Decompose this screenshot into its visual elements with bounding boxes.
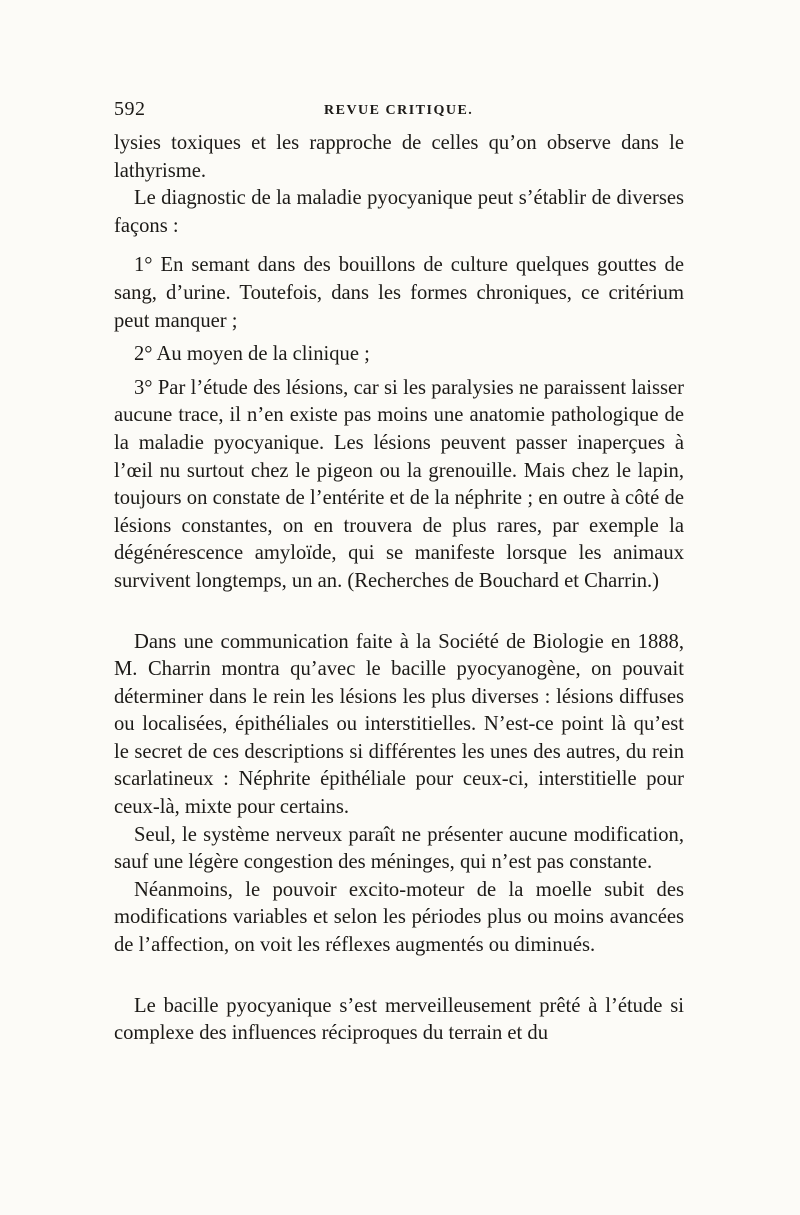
paragraph: Le bacille pyocyanique s’est merveilleusement prêté à l’étude si complexe des influences réciproques du terrain et du: [114, 994, 684, 1045]
running-title: REVUE CRITIQUE.: [324, 103, 474, 118]
page-number: 592: [114, 98, 146, 120]
list-item: 1° En semant dans des bouillons de culture quelques gouttes de sang, d’urine. Toutefois, dans les formes chroniques, ce critérium peut manquer ;: [114, 254, 684, 332]
page-body: [114, 130, 684, 1048]
paragraph: Dans une communication faite à la Société de Biologie en 1888, M. Charrin montra qu’avec le bacille pyocyanogène, on pouvait déterminer dans le rein les lésions les plus diverses : lésions diffuses ou localisées, épithéliales ou interstitielles. N’est-ce point là qu’est le secret de ces descriptions si différentes les unes des autres, du rein scarlatineux : Néphrite épithéliale pour ceux-ci, interstitielle pour ceux-là, mixte pour certains.: [114, 630, 684, 819]
paragraph: Le diagnostic de la maladie pyocyanique peut s’établir de diverses façons :: [114, 187, 684, 237]
list-item: 2° Au moyen de la clinique ;: [134, 343, 370, 366]
paragraph: Néanmoins, le pouvoir excito-moteur de la moelle subit des modifications variables et selon les périodes plus ou moins avancées de l’affection, on voit les réflexes augmentés ou diminués.: [114, 878, 684, 957]
paragraph: lysies toxiques et les rapproche de celles qu’on observe dans le lathyrisme.: [114, 132, 684, 182]
list-item: 3° Par l’étude des lésions, car si les paralysies ne paraissent laisser aucune trace, il n’en existe pas moins une anatomie pathologique de la maladie pyocyanique. Les lésions peuvent passer inaperçues à l’œil nu surtout chez le pigeon ou la grenouille. Mais chez le lapin, toujours on constate de l’entérite et de la néphrite ; en outre à côté de lésions constantes, on en trouvera de plus rares, par exemple la dégénérescence amyloïde, qui se manifeste lorsque les animaux survivent longtemps, un an. (Recherches de Bouchard et Charrin.): [114, 376, 684, 592]
paragraph: Seul, le système nerveux paraît ne présenter aucune modification, sauf une légère congestion des méninges, qui n’est pas constante.: [114, 823, 684, 874]
page-header: [114, 98, 684, 128]
